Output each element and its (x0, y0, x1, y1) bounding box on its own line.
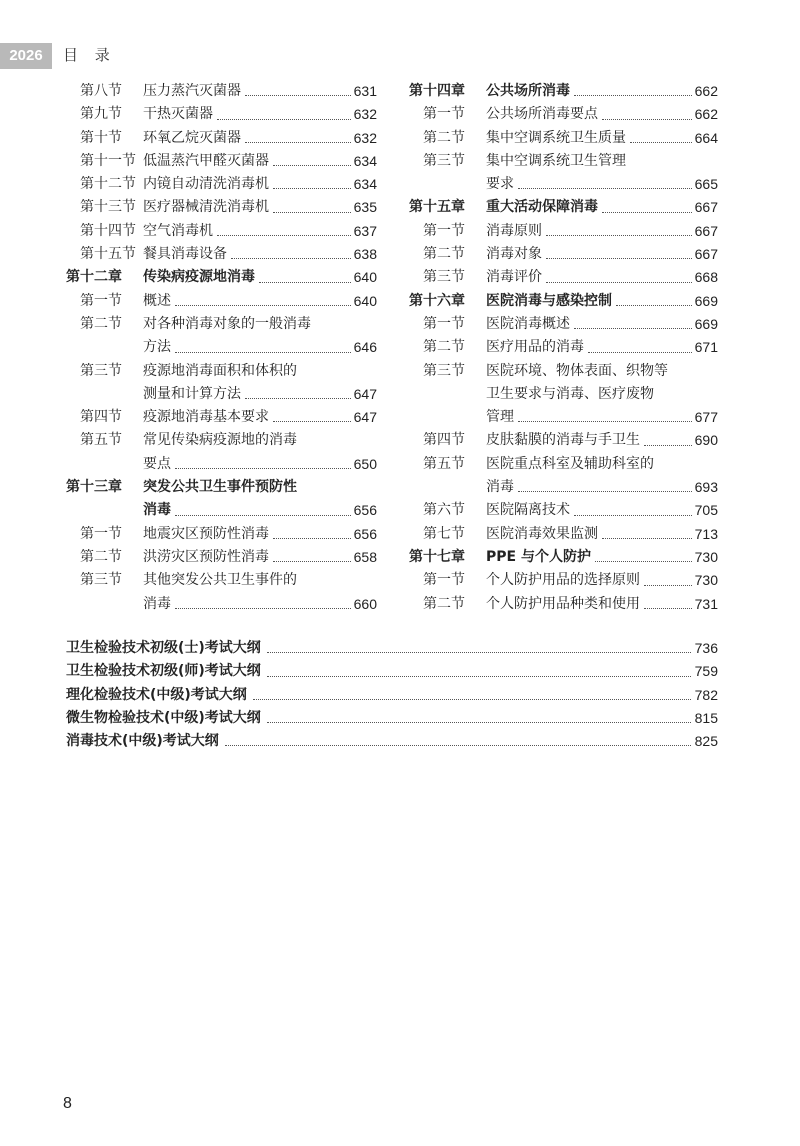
toc-page-number: 650 (353, 455, 377, 472)
toc-chapter-row[interactable] (409, 290, 718, 313)
toc-chapter-row[interactable] (66, 499, 377, 522)
dot-leader (546, 266, 692, 282)
appendix-page-number: 815 (694, 709, 718, 726)
toc-page-number: 640 (353, 292, 377, 309)
toc-entry-title: 消毒 (143, 502, 171, 519)
toc-section-row[interactable] (66, 196, 377, 219)
toc-section-row[interactable] (66, 336, 377, 359)
toc-entry-label: 第三节 (80, 362, 122, 379)
toc-page-number: 713 (694, 525, 718, 542)
toc-entry-label: 第一节 (423, 106, 465, 123)
toc-section-row[interactable] (66, 383, 377, 406)
toc-entry-title: 空气消毒机 (143, 222, 213, 239)
dot-leader (231, 243, 351, 259)
dot-leader (546, 220, 692, 236)
toc-page-number: 635 (353, 199, 377, 216)
toc-page-number: 640 (353, 269, 377, 286)
dot-leader (245, 80, 351, 96)
toc-section-row[interactable] (409, 593, 718, 616)
toc-entry-label: 第十三节 (80, 199, 136, 216)
toc-section-row[interactable] (409, 150, 718, 173)
toc-section-row[interactable] (409, 336, 718, 359)
dot-leader (588, 336, 692, 352)
toc-chapter-row[interactable] (409, 80, 718, 103)
toc-chapter-row[interactable] (66, 476, 377, 499)
toc-entry-title: 洪涝灾区预防性消毒 (143, 548, 269, 565)
toc-entry-label: 第十七章 (409, 548, 465, 565)
toc-chapter-row[interactable] (66, 266, 377, 289)
toc-entry-title: 方法 (143, 339, 171, 356)
dot-leader (175, 453, 351, 469)
toc-page-number: 634 (353, 152, 377, 169)
toc-entry-title: 传染病疫源地消毒 (143, 269, 255, 286)
dot-leader (602, 523, 692, 539)
toc-entry-label: 第二节 (80, 315, 122, 332)
dot-leader (273, 523, 351, 539)
dot-leader (644, 429, 692, 445)
toc-entry-title: 消毒对象 (486, 246, 542, 263)
toc-entry-title: 集中空调系统卫生质量 (486, 129, 626, 146)
toc-entry-title: 集中空调系统卫生管理 (486, 152, 626, 169)
appendix-title: 理化检验技术(中级)考试大纲 (66, 686, 247, 703)
toc-section-row[interactable] (66, 150, 377, 173)
toc-section-row[interactable] (409, 476, 718, 499)
toc-entry-title: 其他突发公共卫生事件的 (143, 572, 297, 589)
toc-section-row[interactable] (66, 290, 377, 313)
toc-section-row[interactable] (409, 243, 718, 266)
toc-entry-label: 第八节 (80, 83, 122, 99)
toc-entry-label: 第二节 (423, 339, 465, 356)
toc-entry-title: 医院消毒效果监测 (486, 525, 598, 542)
dot-leader (175, 336, 351, 352)
dot-leader (602, 196, 692, 212)
toc-entry-title: 医院消毒概述 (486, 315, 570, 332)
toc-page-number: 665 (694, 176, 718, 193)
toc-entry-label: 第五节 (80, 432, 122, 449)
toc-entry-title: PPE 与个人防护 (486, 548, 591, 565)
toc-entry-label: 第一节 (80, 525, 122, 542)
toc-page-number: 658 (353, 548, 377, 565)
toc-section-row[interactable] (409, 429, 718, 452)
toc-entry-label: 第三节 (423, 269, 465, 286)
toc-page-number: 667 (694, 222, 718, 239)
year-badge: 2026 (0, 43, 52, 69)
toc-entry-title: 内镜自动清洗消毒机 (143, 176, 269, 193)
toc-entry-title: 对各种消毒对象的一般消毒 (143, 315, 311, 332)
appendix-title: 卫生检验技术初级(士)考试大纲 (66, 640, 261, 656)
toc-section-row[interactable] (409, 313, 718, 336)
toc-section-row[interactable] (66, 220, 377, 243)
toc-page-number: 730 (694, 548, 718, 565)
toc-section-row[interactable] (66, 453, 377, 476)
toc-entry-label: 第三节 (423, 152, 465, 169)
toc-section-row[interactable] (409, 406, 718, 429)
dot-leader (267, 660, 691, 676)
toc-entry-label: 第二节 (423, 129, 465, 146)
dot-leader (245, 383, 351, 399)
toc-entry-label: 第七节 (423, 525, 465, 542)
toc-entry-title: 压力蒸汽灭菌器 (143, 83, 241, 99)
toc-section-row[interactable] (66, 313, 377, 336)
toc-entry-title: 医院环境、物体表面、织物等 (486, 362, 668, 379)
toc-entry-title: 环氧乙烷灭菌器 (143, 129, 241, 146)
dot-leader (644, 593, 692, 609)
toc-entry-title: 公共场所消毒要点 (486, 106, 598, 123)
toc-entry-label: 第三节 (80, 572, 122, 589)
toc-page-number: 634 (353, 176, 377, 193)
toc-page-number: 631 (353, 83, 377, 99)
toc-entry-label: 第五节 (423, 455, 465, 472)
toc-entry-label: 第十二章 (66, 269, 122, 286)
appendix-list (66, 637, 718, 753)
toc-page-number: 646 (353, 339, 377, 356)
toc-section-row[interactable] (66, 127, 377, 150)
dot-leader (273, 196, 351, 212)
toc-entry-label: 第十二节 (80, 176, 136, 193)
toc-section-row[interactable] (66, 429, 377, 452)
toc-section-row[interactable] (409, 523, 718, 546)
dot-leader (175, 290, 351, 306)
toc-entry-title: 医院重点科室及辅助科室的 (486, 455, 654, 472)
toc-page-number: 705 (694, 502, 718, 519)
toc-entry-title: 医疗用品的消毒 (486, 339, 584, 356)
toc-entry-label: 第四节 (80, 409, 122, 426)
appendix-row[interactable] (66, 684, 718, 707)
toc-page-number: 671 (694, 339, 718, 356)
toc-section-row[interactable] (409, 103, 718, 126)
toc-entry-label: 第一节 (423, 222, 465, 239)
toc-page-number: 667 (694, 199, 718, 216)
toc-entry-title: 低温蒸汽甲醛灭菌器 (143, 152, 269, 169)
toc-entry-title: 要点 (143, 455, 171, 472)
appendix-row[interactable] (66, 707, 718, 730)
dot-leader (245, 127, 351, 143)
toc-page-number: 637 (353, 222, 377, 239)
appendix-page-number: 782 (694, 686, 718, 703)
toc-page-number: 632 (353, 129, 377, 146)
toc-entry-label: 第十节 (80, 129, 122, 146)
toc-entry-title: 疫源地消毒面积和体积的 (143, 362, 297, 379)
toc-entry-title: 消毒评价 (486, 269, 542, 286)
dot-leader (574, 499, 692, 515)
dot-leader (546, 243, 692, 259)
dot-leader (273, 546, 351, 562)
toc-entry-title: 突发公共卫生事件预防性 (143, 479, 297, 496)
toc-entry-label: 第二节 (80, 548, 122, 565)
appendix-row[interactable] (66, 730, 718, 753)
appendix-title: 微生物检验技术(中级)考试大纲 (66, 709, 261, 726)
toc-section-row[interactable] (409, 127, 718, 150)
toc-page-number: 664 (694, 129, 718, 146)
toc-entry-title: 常见传染病疫源地的消毒 (143, 432, 297, 449)
toc-right-column (409, 80, 718, 616)
toc-page-number: 632 (353, 106, 377, 123)
toc-entry-label: 第六节 (423, 502, 465, 519)
toc-section-row[interactable] (409, 360, 718, 383)
toc-section-row[interactable] (66, 80, 377, 103)
page-number: 8 (63, 1095, 72, 1112)
appendix-row[interactable] (66, 660, 718, 683)
toc-section-row[interactable] (409, 220, 718, 243)
toc-section-row[interactable] (66, 103, 377, 126)
toc-page-number: 638 (353, 246, 377, 263)
toc-page-number: 647 (353, 385, 377, 402)
toc-entry-label: 第一节 (423, 572, 465, 589)
appendix-title: 卫生检验技术初级(师)考试大纲 (66, 663, 261, 680)
dot-leader (175, 499, 351, 515)
toc-entry-label: 第十一节 (80, 152, 136, 169)
toc-section-row[interactable] (66, 593, 377, 616)
toc-entry-label: 第十四章 (409, 83, 465, 99)
dot-leader (518, 173, 692, 189)
toc-entry-label: 第一节 (423, 315, 465, 332)
dot-leader (175, 593, 351, 609)
toc-page-number: 693 (694, 479, 718, 496)
toc-entry-title: 要求 (486, 176, 514, 193)
dot-leader (267, 637, 691, 653)
dot-leader (217, 220, 351, 236)
dot-leader (267, 707, 691, 723)
toc-page-number: 660 (353, 595, 377, 612)
toc-page-number: 730 (694, 572, 718, 589)
toc-section-row[interactable] (409, 453, 718, 476)
toc-page-number: 662 (694, 106, 718, 123)
toc-entry-title: 重大活动保障消毒 (486, 199, 598, 216)
dot-leader (630, 127, 692, 143)
toc-page-number: 656 (353, 502, 377, 519)
dot-leader (273, 150, 351, 166)
toc-entry-label: 第十四节 (80, 222, 136, 239)
dot-leader (273, 406, 351, 422)
toc-page-number: 731 (694, 595, 718, 612)
toc-section-row[interactable] (66, 523, 377, 546)
dot-leader (574, 80, 692, 96)
toc-entry-label: 第三节 (423, 362, 465, 379)
appendix-page-number: 759 (694, 663, 718, 680)
toc-page-number: 662 (694, 83, 718, 99)
toc-page-number: 690 (694, 432, 718, 449)
toc-entry-label: 第四节 (423, 432, 465, 449)
dot-leader (518, 476, 692, 492)
toc-chapter-row[interactable] (409, 546, 718, 569)
toc-entry-title: 卫生要求与消毒、医疗废物 (486, 385, 654, 402)
toc-entry-title: 消毒 (143, 595, 171, 612)
toc-section-row[interactable] (409, 383, 718, 406)
toc-entry-title: 干热灭菌器 (143, 106, 213, 123)
toc-page-number: 677 (694, 409, 718, 426)
toc-section-row[interactable] (409, 569, 718, 592)
toc-page-number: 647 (353, 409, 377, 426)
dot-leader (273, 173, 351, 189)
dot-leader (518, 406, 692, 422)
toc-entry-title: 个人防护用品种类和使用 (486, 595, 640, 612)
dot-leader (225, 730, 691, 746)
appendix-page-number: 825 (694, 733, 718, 750)
toc-entry-title: 医院消毒与感染控制 (486, 292, 612, 309)
toc-entry-title: 个人防护用品的选择原则 (486, 572, 640, 589)
toc-entry-title: 医院隔离技术 (486, 502, 570, 519)
toc-section-row[interactable] (66, 243, 377, 266)
dot-leader (574, 313, 692, 329)
toc-chapter-row[interactable] (409, 196, 718, 219)
dot-leader (595, 546, 692, 562)
toc-entry-label: 第二节 (423, 595, 465, 612)
toc-section-row[interactable] (66, 546, 377, 569)
toc-left-column (66, 80, 377, 616)
appendix-title: 消毒技术(中级)考试大纲 (66, 733, 219, 750)
dot-leader (644, 569, 692, 585)
toc-entry-title: 消毒 (486, 479, 514, 496)
toc-page-number: 669 (694, 315, 718, 332)
dot-leader (259, 266, 351, 282)
toc-section-row[interactable] (66, 173, 377, 196)
toc-page-number: 668 (694, 269, 718, 286)
toc-entry-label: 第十六章 (409, 292, 465, 309)
toc-entry-label: 第十五节 (80, 246, 136, 263)
toc-entry-title: 疫源地消毒基本要求 (143, 409, 269, 426)
toc-entry-title: 医疗器械清洗消毒机 (143, 199, 269, 216)
toc-page-number: 669 (694, 292, 718, 309)
toc-section-row[interactable] (66, 406, 377, 429)
toc-entry-label: 第十三章 (66, 479, 122, 496)
toc-page-number: 656 (353, 525, 377, 542)
toc-section-row[interactable] (66, 569, 377, 592)
toc-entry-title: 地震灾区预防性消毒 (143, 525, 269, 542)
page-title: 目 录 (63, 46, 116, 64)
toc-section-row[interactable] (409, 173, 718, 196)
toc-entry-label: 第十五章 (409, 199, 465, 216)
appendix-page-number: 736 (694, 640, 718, 656)
toc-section-row[interactable] (66, 360, 377, 383)
dot-leader (602, 103, 692, 119)
dot-leader (217, 103, 351, 119)
dot-leader (616, 290, 692, 306)
toc-section-row[interactable] (409, 499, 718, 522)
toc-entry-title: 餐具消毒设备 (143, 246, 227, 263)
appendix-row[interactable] (66, 637, 718, 660)
toc-entry-title: 管理 (486, 409, 514, 426)
toc-entry-title: 公共场所消毒 (486, 83, 570, 99)
toc-entry-title: 概述 (143, 292, 171, 309)
toc-entry-label: 第一节 (80, 292, 122, 309)
toc-page-number: 667 (694, 246, 718, 263)
toc-entry-title: 皮肤黏膜的消毒与手卫生 (486, 432, 640, 449)
toc-entry-title: 消毒原则 (486, 222, 542, 239)
toc-entry-label: 第九节 (80, 106, 122, 123)
dot-leader (253, 684, 691, 700)
toc-entry-title: 测量和计算方法 (143, 385, 241, 402)
toc-section-row[interactable] (409, 266, 718, 289)
toc-entry-label: 第二节 (423, 246, 465, 263)
